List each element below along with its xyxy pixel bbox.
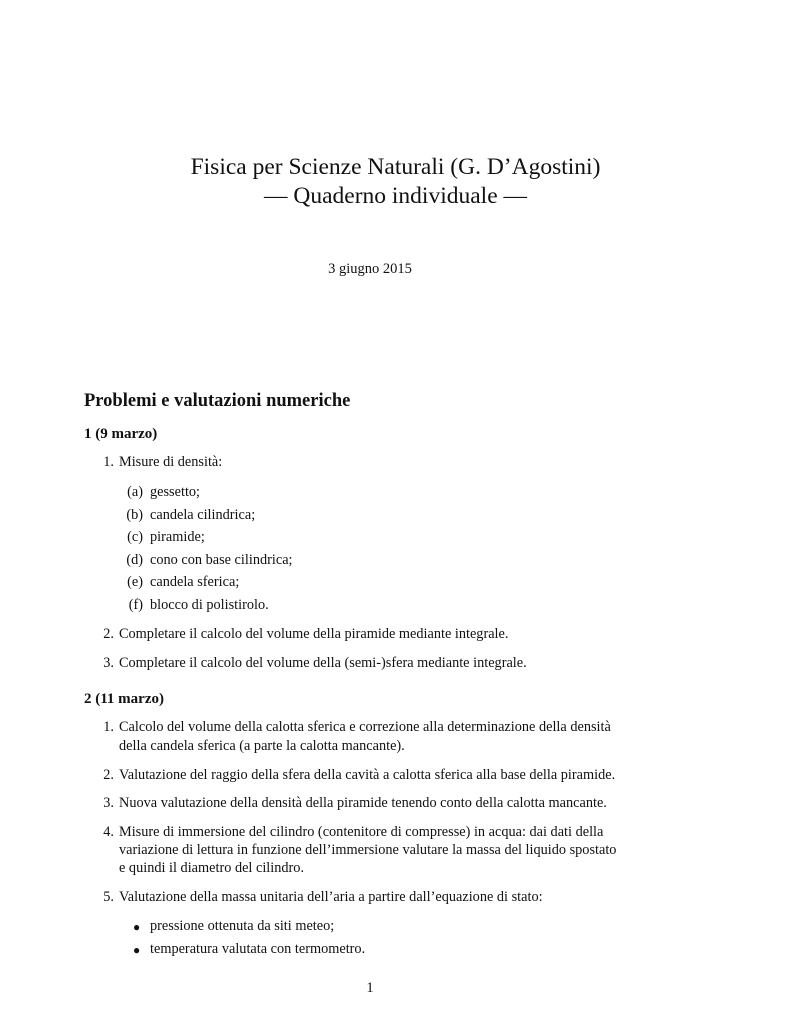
list-item-number: 2. (103, 767, 114, 783)
sub-list-text: blocco di polistirolo. (150, 597, 269, 613)
list-item-continuation: variazione di lettura in funzione dell’immersione valutare la massa del liquido spostato (119, 842, 617, 858)
sub-list-label: (a) (127, 484, 143, 500)
subsection-heading-day2: 2 (11 marzo) (84, 691, 164, 707)
list-item-number: 2. (103, 626, 114, 642)
sub-list-text: cono con base cilindrica; (150, 552, 293, 568)
sub-list-text: candela sferica; (150, 574, 240, 590)
list-item-number: 3. (103, 655, 114, 671)
sub-list-text: piramide; (150, 529, 205, 545)
sub-list-text: gessetto; (150, 484, 201, 500)
list-item-text: Valutazione della massa unitaria dell’aria a partire dall’equazione di stato: (119, 889, 543, 905)
document-title: Fisica per Scienze Naturali (G. D’Agostini) (190, 154, 601, 180)
list-item-text: Calcolo del volume della calotta sferica e correzione alla determinazione della densità (119, 719, 611, 735)
bullet-text: temperatura valutata con termometro. (150, 941, 366, 957)
sub-list-label: (e) (127, 574, 143, 590)
subsection-heading-day1: 1 (9 marzo) (84, 426, 158, 442)
list-item-text: Nuova valutazione della densità della piramide tenendo conto della calotta mancante. (119, 795, 607, 811)
document-subtitle: — Quaderno individuale — (263, 183, 527, 209)
list-item-number: 1. (103, 454, 114, 470)
bullet-icon: ● (133, 920, 141, 934)
list-item-number: 4. (103, 824, 114, 840)
sub-list-label: (d) (126, 552, 143, 568)
sub-list-text: candela cilindrica; (150, 507, 256, 523)
list-item-text: Completare il calcolo del volume della (semi-)sfera mediante integrale. (119, 655, 527, 671)
document-date: 3 giugno 2015 (328, 261, 412, 277)
sub-list-label: (c) (127, 529, 143, 545)
page-number: 1 (366, 980, 374, 996)
list-item-number: 3. (103, 795, 114, 811)
list-item-text: Valutazione del raggio della sfera della cavità a calotta sferica alla base della piramide. (119, 767, 616, 783)
list-item-continuation: della candela sferica (a parte la calotta mancante). (119, 738, 405, 754)
list-item-number: 1. (103, 719, 114, 735)
sub-list-label: (b) (126, 507, 143, 523)
list-item-number: 5. (103, 889, 114, 905)
bullet-icon: ● (133, 943, 141, 957)
section-title: Problemi e valutazioni numeriche (84, 391, 351, 411)
list-item-text: Misure di densità: (119, 454, 223, 470)
bullet-text: pressione ottenuta da siti meteo; (150, 918, 335, 934)
list-item-text: Misure di immersione del cilindro (contenitore di compresse) in acqua: dai dati della (119, 824, 604, 840)
sub-list-label: (f) (128, 597, 143, 613)
list-item-continuation: e quindi il diametro del cilindro. (119, 860, 305, 876)
list-item-text: Completare il calcolo del volume della piramide mediante integrale. (119, 626, 509, 642)
